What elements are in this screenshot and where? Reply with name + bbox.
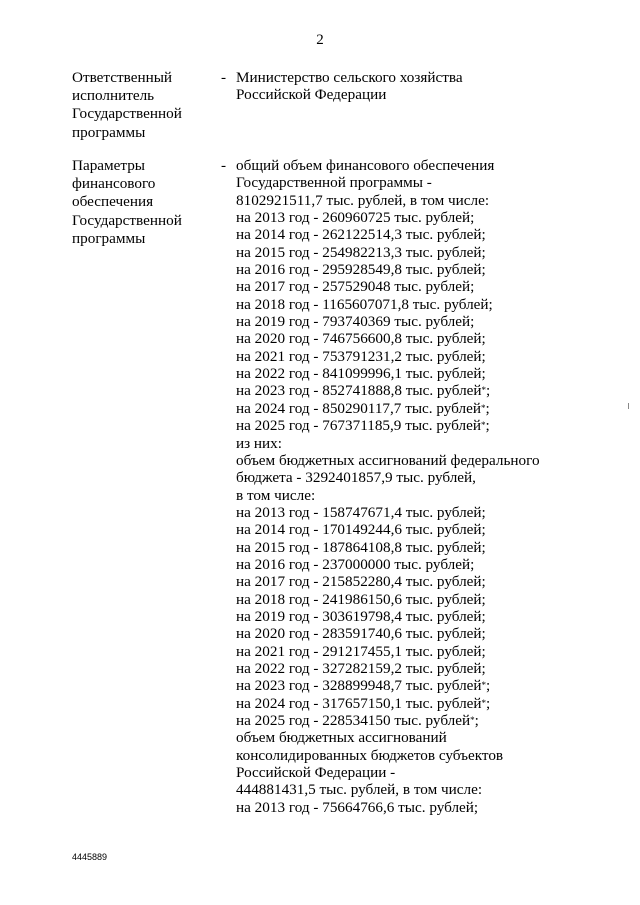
value-text: консолидированных бюджетов субъектов xyxy=(236,746,504,764)
value-tail: ; xyxy=(485,417,490,435)
value-line xyxy=(236,712,616,729)
section-value xyxy=(236,69,616,104)
value-line xyxy=(236,452,616,469)
footnote-marker: * xyxy=(481,680,487,691)
section-label xyxy=(72,69,202,142)
value-line xyxy=(236,226,616,243)
value-line xyxy=(236,157,616,174)
value-text: Министерство сельского хозяйства xyxy=(236,69,463,86)
value-text: на 2023 год - 852741888,8 тыс. рублей xyxy=(236,382,482,400)
value-text: на 2017 год - 257529048 тыс. рублей; xyxy=(236,278,475,296)
value-text: объем бюджетных ассигнований федерального xyxy=(236,451,540,469)
value-text: Государственной программы - xyxy=(236,174,432,192)
value-line xyxy=(236,539,616,556)
value-text: на 2018 год - 1165607071,8 тыс. рублей; xyxy=(236,295,493,313)
value-text: на 2023 год - 328899948,7 тыс. рублей xyxy=(236,677,482,695)
value-text: на 2013 год - 158747671,4 тыс. рублей; xyxy=(236,503,486,521)
value-line xyxy=(236,174,616,191)
value-line xyxy=(236,209,616,226)
value-line xyxy=(236,330,616,347)
value-line xyxy=(236,643,616,660)
section-label xyxy=(72,157,202,248)
value-text: на 2021 год - 291217455,1 тыс. рублей; xyxy=(236,642,486,660)
value-text: на 2025 год - 228534150 тыс. рублей xyxy=(236,712,471,729)
value-text: на 2022 год - 841099996,1 тыс. рублей; xyxy=(236,365,486,383)
value-line xyxy=(236,591,616,608)
value-text: на 2019 год - 793740369 тыс. рублей; xyxy=(236,313,475,331)
value-text: бюджета - 3292401857,9 тыс. рублей, xyxy=(236,469,476,487)
value-text: из них: xyxy=(236,434,282,452)
value-text: на 2018 год - 241986150,6 тыс. рублей; xyxy=(236,590,486,608)
value-line xyxy=(236,296,616,313)
value-line xyxy=(236,86,616,103)
value-text: на 2014 год - 170149244,6 тыс. рублей; xyxy=(236,521,486,539)
section-dash: - xyxy=(221,157,227,174)
value-line xyxy=(236,521,616,538)
footnote-marker: * xyxy=(480,402,486,413)
value-text: на 2017 год - 215852280,4 тыс. рублей; xyxy=(236,573,486,591)
label-line: программы xyxy=(72,123,146,141)
value-text: объем бюджетных ассигнований xyxy=(236,729,447,747)
value-tail: ; xyxy=(486,382,491,400)
value-text: 444881431,5 тыс. рублей, в том числе: xyxy=(236,781,483,799)
value-line xyxy=(236,69,616,86)
value-line xyxy=(236,799,616,816)
value-line xyxy=(236,504,616,521)
page-number: 2 xyxy=(316,32,324,48)
label-line: Параметры xyxy=(72,157,146,174)
label-line: Государственной xyxy=(72,105,182,123)
section-dash: - xyxy=(221,69,227,86)
value-line xyxy=(236,608,616,625)
value-line xyxy=(236,261,616,278)
label-line: Государственной xyxy=(72,211,182,229)
value-line xyxy=(236,348,616,365)
value-line xyxy=(236,313,616,330)
value-text: на 2025 год - 767371185,9 тыс. рублей xyxy=(236,417,481,435)
footnote-marker: * xyxy=(481,697,487,708)
value-line xyxy=(236,192,616,209)
value-text: на 2015 год - 187864108,8 тыс. рублей; xyxy=(236,538,486,556)
value-text: на 2014 год - 262122514,3 тыс. рублей; xyxy=(236,226,486,244)
section-value xyxy=(236,157,616,816)
value-text: на 2024 год - 850290117,7 тыс. рублей xyxy=(236,399,481,417)
label-line: финансового xyxy=(72,175,156,193)
value-text: Российской Федерации xyxy=(236,86,387,104)
value-text: Российской Федерации - xyxy=(236,764,396,782)
footnote-marker: * xyxy=(480,420,486,431)
value-text: на 2016 год - 237000000 тыс. рублей; xyxy=(236,555,475,573)
value-line xyxy=(236,764,616,781)
footnote-marker: * xyxy=(470,715,475,725)
value-line xyxy=(236,695,616,712)
value-text: 8102921511,7 тыс. рублей, в том числе: xyxy=(236,191,490,209)
value-line xyxy=(236,729,616,746)
value-tail: ; xyxy=(486,677,491,695)
document-id: 4445889 xyxy=(72,852,108,862)
value-text: на 2021 год - 753791231,2 тыс. рублей; xyxy=(236,347,486,365)
value-text: на 2020 год - 283591740,6 тыс. рублей; xyxy=(236,625,486,643)
label-line: исполнитель xyxy=(72,87,155,105)
value-line xyxy=(236,747,616,764)
value-line xyxy=(236,365,616,382)
value-line xyxy=(236,244,616,261)
value-text: на 2019 год - 303619798,4 тыс. рублей; xyxy=(236,607,486,625)
value-line xyxy=(236,417,616,434)
value-tail: ; xyxy=(485,399,490,417)
value-text: в том числе: xyxy=(236,486,316,504)
value-line xyxy=(236,677,616,694)
value-line xyxy=(236,487,616,504)
value-line xyxy=(236,435,616,452)
value-line xyxy=(236,556,616,573)
value-text: общий объем финансового обеспечения xyxy=(236,157,495,174)
value-text: на 2013 год - 75664766,6 тыс. рублей; xyxy=(236,798,479,816)
margin-mark xyxy=(628,403,629,409)
value-text: на 2024 год - 317657150,1 тыс. рублей xyxy=(236,694,482,712)
value-text: на 2022 год - 327282159,2 тыс. рублей; xyxy=(236,659,486,677)
value-line xyxy=(236,573,616,590)
value-text: на 2013 год - 260960725 тыс. рублей; xyxy=(236,209,475,227)
label-line: Ответственный xyxy=(72,69,173,86)
value-line xyxy=(236,781,616,798)
footnote-marker: * xyxy=(481,385,487,396)
value-line xyxy=(236,625,616,642)
value-line xyxy=(236,382,616,399)
value-text: на 2016 год - 295928549,8 тыс. рублей; xyxy=(236,261,486,279)
value-tail: ; xyxy=(474,712,479,729)
value-line xyxy=(236,400,616,417)
value-line xyxy=(236,660,616,677)
value-text: на 2015 год - 254982213,3 тыс. рублей; xyxy=(236,243,486,261)
value-line xyxy=(236,278,616,295)
label-line: обеспечения xyxy=(72,193,154,211)
value-text: на 2020 год - 746756600,8 тыс. рублей; xyxy=(236,330,486,348)
label-line: программы xyxy=(72,229,146,247)
value-line xyxy=(236,469,616,486)
value-tail: ; xyxy=(486,694,491,712)
